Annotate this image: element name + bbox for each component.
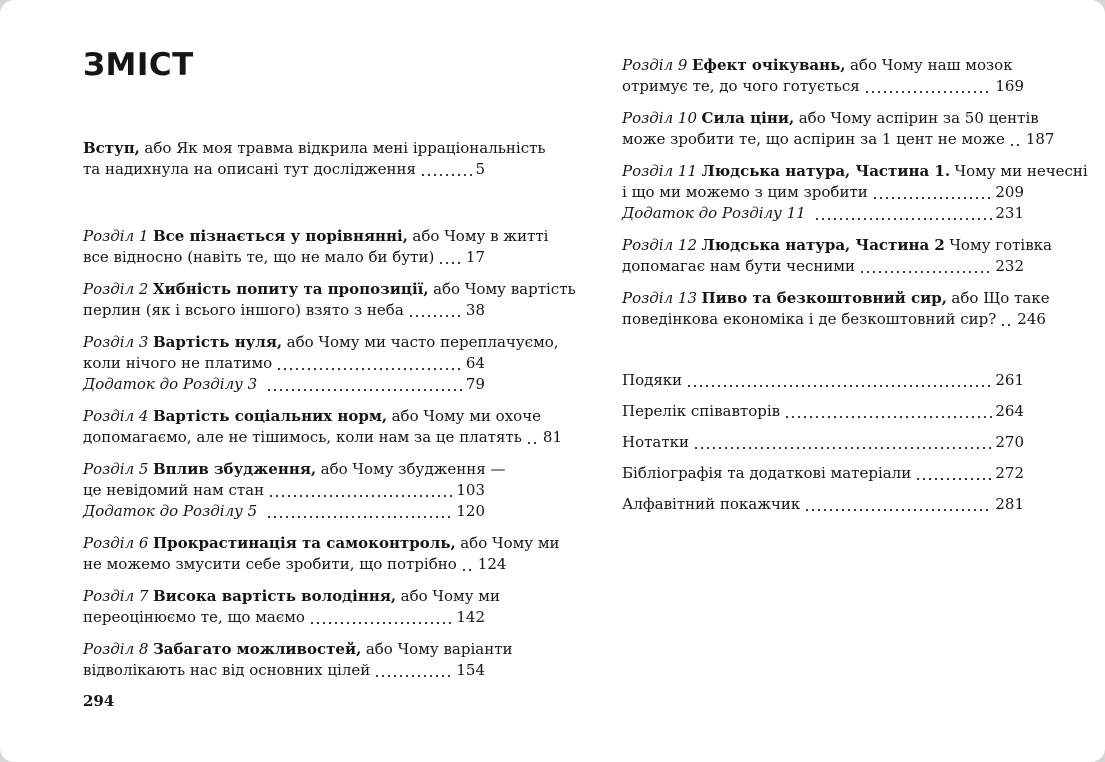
chapter-title: Вартість нуля, xyxy=(152,333,283,351)
page-number: 187 xyxy=(1025,130,1055,148)
folio-page-number: 294 xyxy=(83,692,115,710)
toc-entry xyxy=(83,406,562,448)
chapter-prefix: Розділ 12 xyxy=(622,236,698,254)
toc-appendix-line xyxy=(622,203,1024,224)
dot-leader xyxy=(816,218,992,220)
page-number: 79 xyxy=(465,375,485,393)
chapter-subtitle: Чому ми нечесні xyxy=(954,162,1088,180)
toc-line xyxy=(83,279,576,300)
back-matter-label: Подяки xyxy=(622,371,683,389)
dot-leader xyxy=(695,447,992,449)
toc-entry xyxy=(83,586,500,628)
chapter-subtitle: або Чому вартість xyxy=(433,280,576,298)
chapter-subtitle: Чому готівка xyxy=(949,236,1052,254)
page-number: 5 xyxy=(475,160,485,178)
toc-entry xyxy=(622,288,1050,330)
chapter-title: Сила ціни, xyxy=(701,109,795,127)
toc-entry xyxy=(83,332,559,395)
toc-line xyxy=(83,660,485,681)
chapter-title: Людська натура, Частина 1. xyxy=(701,162,951,180)
dot-leader xyxy=(463,569,475,571)
chapter-title: Людська натура, Частина 2 xyxy=(701,236,945,254)
dot-leader xyxy=(311,622,453,624)
toc-entry xyxy=(83,639,513,681)
toc-line xyxy=(83,353,485,374)
chapter-subtitle: або Чому ми часто переплачуємо, xyxy=(286,333,559,351)
chapter-subtitle-cont: поведінкова економіка і де безкоштовний сир? xyxy=(622,310,997,328)
dot-leader xyxy=(1011,144,1023,146)
chapter-prefix: Розділ 9 xyxy=(622,56,688,74)
chapter-title: Ефект очікувань, xyxy=(691,56,846,74)
page-number: 261 xyxy=(995,371,1024,389)
back-matter-entry xyxy=(622,401,1024,422)
chapter-title: Вступ, xyxy=(83,139,140,157)
toc-line xyxy=(622,256,1024,277)
appendix-label: Додаток до Розділу 5 xyxy=(83,502,258,520)
chapter-prefix: Розділ 7 xyxy=(83,587,149,605)
chapter-subtitle-cont: все відносно (навіть те, що не мало би бути) xyxy=(83,248,435,266)
page-number: 209 xyxy=(995,183,1024,201)
page-number: 120 xyxy=(456,502,485,520)
chapter-subtitle-cont: переоцінюємо те, що маємо xyxy=(83,608,305,626)
toc-right-column xyxy=(622,55,1088,525)
dot-leader xyxy=(688,385,992,387)
toc-left-column xyxy=(83,47,576,692)
page-number: 154 xyxy=(456,661,485,679)
toc-entry xyxy=(83,226,549,268)
page-number: 142 xyxy=(456,608,485,626)
toc-entry xyxy=(622,161,1088,224)
page-number: 124 xyxy=(477,555,507,573)
page-number: 272 xyxy=(995,464,1024,482)
chapter-subtitle: або Чому збудження — xyxy=(320,460,506,478)
chapter-title: Хибність попиту та пропозиції, xyxy=(152,280,429,298)
toc-entry-intro xyxy=(83,138,546,180)
chapter-subtitle-cont: це невідомий нам стан xyxy=(83,481,265,499)
toc-line xyxy=(622,55,1024,76)
toc-line xyxy=(83,226,549,247)
chapter-subtitle-cont: може зробити те, що аспірин за 1 цент не може xyxy=(622,130,1005,148)
dot-leader xyxy=(861,271,992,273)
toc-line xyxy=(622,76,1024,97)
toc-line xyxy=(622,108,1039,129)
toc-entry xyxy=(622,108,1055,150)
chapter-title: Вплив збудження, xyxy=(152,460,317,478)
back-matter-label: Нотатки xyxy=(622,433,690,451)
toc-appendix-line xyxy=(83,501,485,522)
back-matter-entry xyxy=(622,463,1024,484)
chapter-title: Пиво та безкоштовний сир, xyxy=(701,289,947,307)
page-number: 270 xyxy=(995,433,1024,451)
page-number: 264 xyxy=(995,402,1024,420)
back-matter-label: Бібліографія та додаткові матеріали xyxy=(622,464,912,482)
chapter-subtitle-cont: не можемо змусити себе зробити, що потрібно xyxy=(83,555,457,573)
chapter-subtitle-cont: допомагаємо, але не тішимось, коли нам за це платять xyxy=(83,428,522,446)
page-number: 281 xyxy=(995,495,1024,513)
chapter-prefix: Розділ 4 xyxy=(83,407,149,425)
chapter-prefix: Розділ 3 xyxy=(83,333,149,351)
toc-line xyxy=(83,533,560,554)
dot-leader xyxy=(917,478,992,480)
chapter-prefix: Розділ 5 xyxy=(83,460,149,478)
chapter-prefix: Розділ 2 xyxy=(83,280,149,298)
page-number: 103 xyxy=(456,481,485,499)
toc-line xyxy=(83,427,562,448)
toc-appendix-line xyxy=(83,374,485,395)
dot-leader xyxy=(278,368,463,370)
chapter-subtitle: або Чому ми xyxy=(400,587,500,605)
toc-line xyxy=(622,129,1055,150)
chapter-subtitle-cont: відволікають нас від основних цілей xyxy=(83,661,371,679)
chapter-title: Прокрастинація та самоконтроль, xyxy=(152,534,456,552)
chapter-prefix: Розділ 10 xyxy=(622,109,698,127)
chapter-prefix: Розділ 6 xyxy=(83,534,149,552)
dot-leader xyxy=(422,174,473,176)
toc-line xyxy=(83,639,513,660)
toc-entry xyxy=(83,459,506,522)
page-number: 64 xyxy=(465,354,485,372)
page-number: 231 xyxy=(995,204,1024,222)
chapter-subtitle: або Чому ми охоче xyxy=(391,407,542,425)
dot-leader xyxy=(410,315,463,317)
chapter-title: Висока вартість володіння, xyxy=(152,587,397,605)
chapter-prefix: Розділ 11 xyxy=(622,162,698,180)
chapter-subtitle: або Чому в житті xyxy=(412,227,549,245)
chapter-subtitle: або Як моя травма відкрила мені ірраціональність xyxy=(144,139,546,157)
back-matter-label: Алфавітний покажчик xyxy=(622,495,801,513)
toc-entry xyxy=(83,533,560,575)
chapter-subtitle-cont: та надихнула на описані тут дослідження xyxy=(83,160,416,178)
toc-line xyxy=(622,309,1046,330)
page-number: 38 xyxy=(465,301,485,319)
dot-leader xyxy=(268,516,454,518)
toc-line xyxy=(83,406,542,427)
toc-line xyxy=(83,138,546,159)
chapter-prefix: Розділ 1 xyxy=(83,227,149,245)
chapter-subtitle: або Що таке xyxy=(951,289,1050,307)
dot-leader xyxy=(806,509,992,511)
page-number: 169 xyxy=(995,77,1024,95)
page-number: 17 xyxy=(465,248,485,266)
chapter-title: Вартість соціальних норм, xyxy=(152,407,388,425)
dot-leader xyxy=(528,442,540,444)
dot-leader xyxy=(786,416,992,418)
chapter-subtitle-cont: перлин (як і всього іншого) взято з неба xyxy=(83,301,404,319)
dot-leader xyxy=(866,91,993,93)
toc-entry xyxy=(622,235,1052,277)
chapter-subtitle-cont: отримує те, до чого готується xyxy=(622,77,860,95)
dot-leader xyxy=(1002,324,1014,326)
back-matter-entry xyxy=(622,432,1024,453)
appendix-label: Додаток до Розділу 3 xyxy=(83,375,258,393)
chapter-subtitle: або Чому ми xyxy=(460,534,560,552)
back-matter-entry xyxy=(622,494,1024,515)
dot-leader xyxy=(268,389,463,391)
toc-line xyxy=(83,247,485,268)
toc-line xyxy=(83,332,559,353)
back-matter-list xyxy=(622,370,1024,515)
toc-line xyxy=(83,480,485,501)
page-number: 232 xyxy=(995,257,1024,275)
toc-line xyxy=(83,459,506,480)
chapter-subtitle-cont: допомагає нам бути чесними xyxy=(622,257,856,275)
toc-entry xyxy=(83,279,576,321)
toc-line xyxy=(622,182,1024,203)
chapter-title: Забагато можливостей, xyxy=(152,640,362,658)
page-title: ЗМІСТ xyxy=(83,47,194,83)
toc-line xyxy=(83,300,485,321)
appendix-label: Додаток до Розділу 11 xyxy=(622,204,806,222)
toc-line xyxy=(622,288,1050,309)
back-matter-label: Перелік співавторів xyxy=(622,402,781,420)
toc-line xyxy=(622,235,1052,256)
back-matter-entry xyxy=(622,370,1024,391)
toc-line xyxy=(83,607,485,628)
toc-entry xyxy=(622,55,1024,97)
page-number: 81 xyxy=(542,428,562,446)
chapter-prefix: Розділ 13 xyxy=(622,289,698,307)
chapter-subtitle-cont: коли нічого не платимо xyxy=(83,354,273,372)
toc-line xyxy=(83,586,500,607)
dot-leader xyxy=(440,262,463,264)
chapter-subtitle: або Чому наш мозок xyxy=(849,56,1013,74)
dot-leader xyxy=(376,675,453,677)
toc-line xyxy=(83,159,485,180)
chapter-title: Все пізнається у порівнянні, xyxy=(152,227,408,245)
chapter-subtitle-cont: і що ми можемо з цим зробити xyxy=(622,183,868,201)
toc-line xyxy=(83,554,507,575)
dot-leader xyxy=(270,495,453,497)
chapter-prefix: Розділ 8 xyxy=(83,640,149,658)
dot-leader xyxy=(874,197,993,199)
toc-line xyxy=(622,161,1088,182)
page-number: 246 xyxy=(1017,310,1046,328)
chapter-subtitle: або Чому аспірин за 50 центів xyxy=(798,109,1039,127)
chapter-subtitle: або Чому варіанти xyxy=(365,640,513,658)
